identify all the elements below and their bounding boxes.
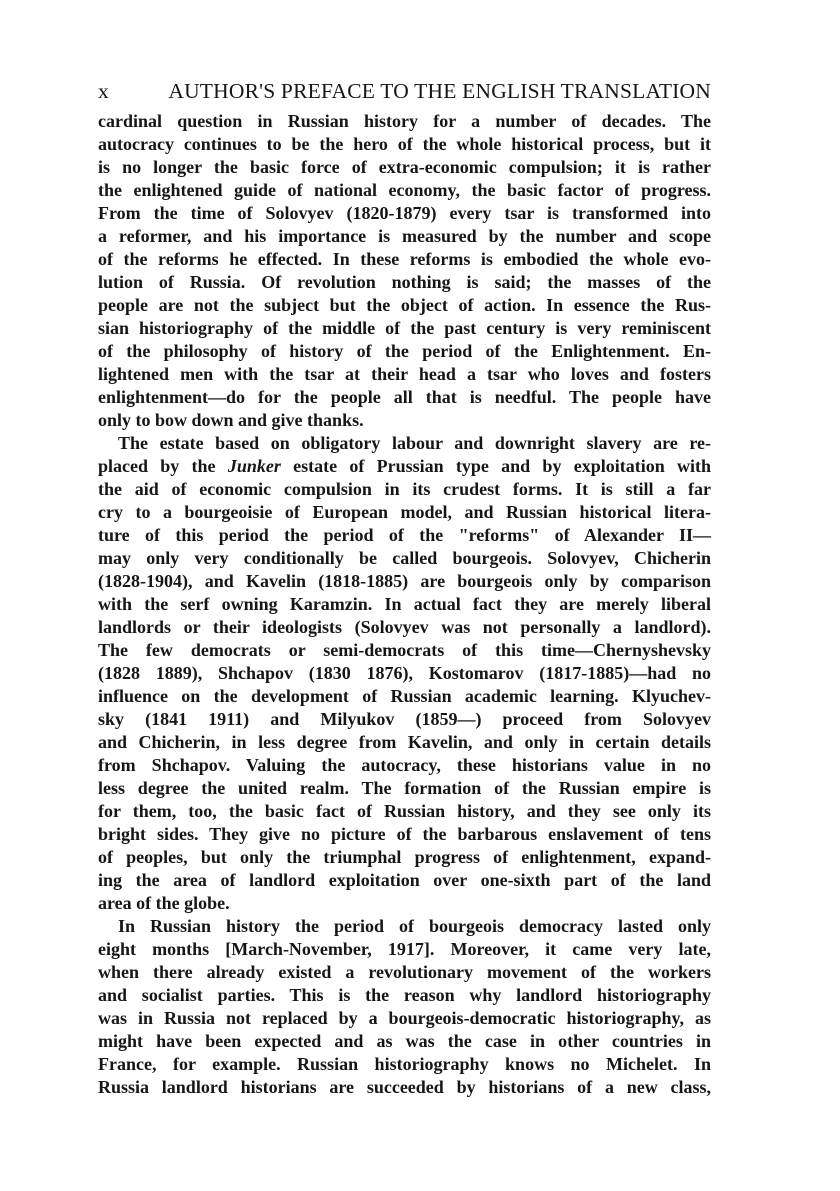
- text-line: ture of this period the period of the "reforms" of Alexander II—: [98, 525, 711, 545]
- text-fragment: placed by the: [98, 456, 228, 476]
- page-number: x: [98, 79, 109, 103]
- text-fragment: estate of Prussian type and by exploitation with: [280, 456, 711, 476]
- text-line: when there already existed a revolutionary movement of the workers: [98, 962, 711, 982]
- text-line: and Chicherin, in less degree from Kavelin, and only in certain details: [98, 732, 711, 752]
- text-line: ing the area of landlord exploitation over one-sixth part of the land: [98, 870, 711, 890]
- text-line: sian historiography of the middle of the past century is very reminiscent: [98, 318, 711, 338]
- text-line: the aid of economic compulsion in its crudest forms. It is still a far: [98, 479, 711, 499]
- text-line: autocracy continues to be the hero of the whole historical process, but it: [98, 134, 711, 154]
- text-line: The few democrats or semi-democrats of this time—Chernyshevsky: [98, 640, 711, 660]
- text-line: for them, too, the basic fact of Russian history, and they see only its: [98, 801, 711, 821]
- text-line: of the reforms he effected. In these reforms is embodied the whole evo-: [98, 249, 711, 269]
- text-line: Russia landlord historians are succeeded by historians of a new class,: [98, 1077, 711, 1097]
- text-line-with-italic: [98, 455, 711, 478]
- text-line: from Shchapov. Valuing the autocracy, these historians value in no: [98, 755, 711, 775]
- paragraph-3: [98, 915, 711, 1099]
- text-line: of the philosophy of history of the period of the Enlightenment. En-: [98, 341, 711, 361]
- text-line: is no longer the basic force of extra-economic compulsion; it is rather: [98, 157, 711, 177]
- text-line: the enlightened guide of national economy, the basic factor of progress.: [98, 180, 711, 200]
- text-line: less degree the united realm. The formation of the Russian empire is: [98, 778, 711, 798]
- book-page: [98, 78, 711, 1099]
- text-line: of peoples, but only the triumphal progress of enlightenment, expand-: [98, 847, 711, 867]
- text-line: was in Russia not replaced by a bourgeois-democratic historiography, as: [98, 1008, 711, 1028]
- text-line: may only very conditionally be called bourgeois. Solovyev, Chicherin: [98, 548, 711, 568]
- text-line: only to bow down and give thanks.: [98, 410, 364, 430]
- running-header: [98, 78, 711, 104]
- running-title: AUTHOR'S PREFACE TO THE ENGLISH TRANSLATION: [168, 79, 711, 103]
- text-line: influence on the development of Russian academic learning. Klyuchev-: [98, 686, 711, 706]
- italic-term: Junker: [227, 456, 281, 476]
- text-line: area of the globe.: [98, 893, 230, 913]
- paragraph-2: [98, 432, 711, 915]
- text-line: a reformer, and his importance is measured by the number and scope: [98, 226, 711, 246]
- text-line: landlords or their ideologists (Solovyev was not personally a landlord).: [98, 617, 711, 637]
- text-line: lution of Russia. Of revolution nothing is said; the masses of the: [98, 272, 711, 292]
- text-line: lightened men with the tsar at their head a tsar who loves and fosters: [98, 364, 711, 384]
- text-line: enlightenment—do for the people all that is needful. The people have: [98, 387, 711, 407]
- text-line: (1828-1904), and Kavelin (1818-1885) are bourgeois only by comparison: [98, 571, 711, 591]
- text-line: people are not the subject but the object of action. In essence the Rus-: [98, 295, 711, 315]
- text-line: France, for example. Russian historiography knows no Michelet. In: [98, 1054, 711, 1074]
- text-line: cardinal question in Russian history for a number of decades. The: [98, 111, 711, 131]
- text-line: sky (1841 1911) and Milyukov (1859—) proceed from Solovyev: [98, 709, 711, 729]
- paragraph-1: [98, 110, 711, 432]
- text-line: The estate based on obligatory labour and downright slavery are re-: [118, 433, 711, 453]
- text-line: (1828 1889), Shchapov (1830 1876), Kostomarov (1817-1885)—had no: [98, 663, 711, 683]
- text-line: bright sides. They give no picture of the barbarous enslavement of tens: [98, 824, 711, 844]
- text-line: eight months [March-November, 1917]. Moreover, it came very late,: [98, 939, 711, 959]
- text-line: with the serf owning Karamzin. In actual fact they are merely liberal: [98, 594, 711, 614]
- text-line: In Russian history the period of bourgeois democracy lasted only: [118, 916, 711, 936]
- text-line: might have been expected and as was the case in other countries in: [98, 1031, 711, 1051]
- text-line: cry to a bourgeoisie of European model, and Russian historical litera-: [98, 502, 711, 522]
- text-line: From the time of Solovyev (1820-1879) every tsar is transformed into: [98, 203, 711, 223]
- body-text: [98, 110, 711, 1099]
- text-line: and socialist parties. This is the reason why landlord historiography: [98, 985, 711, 1005]
